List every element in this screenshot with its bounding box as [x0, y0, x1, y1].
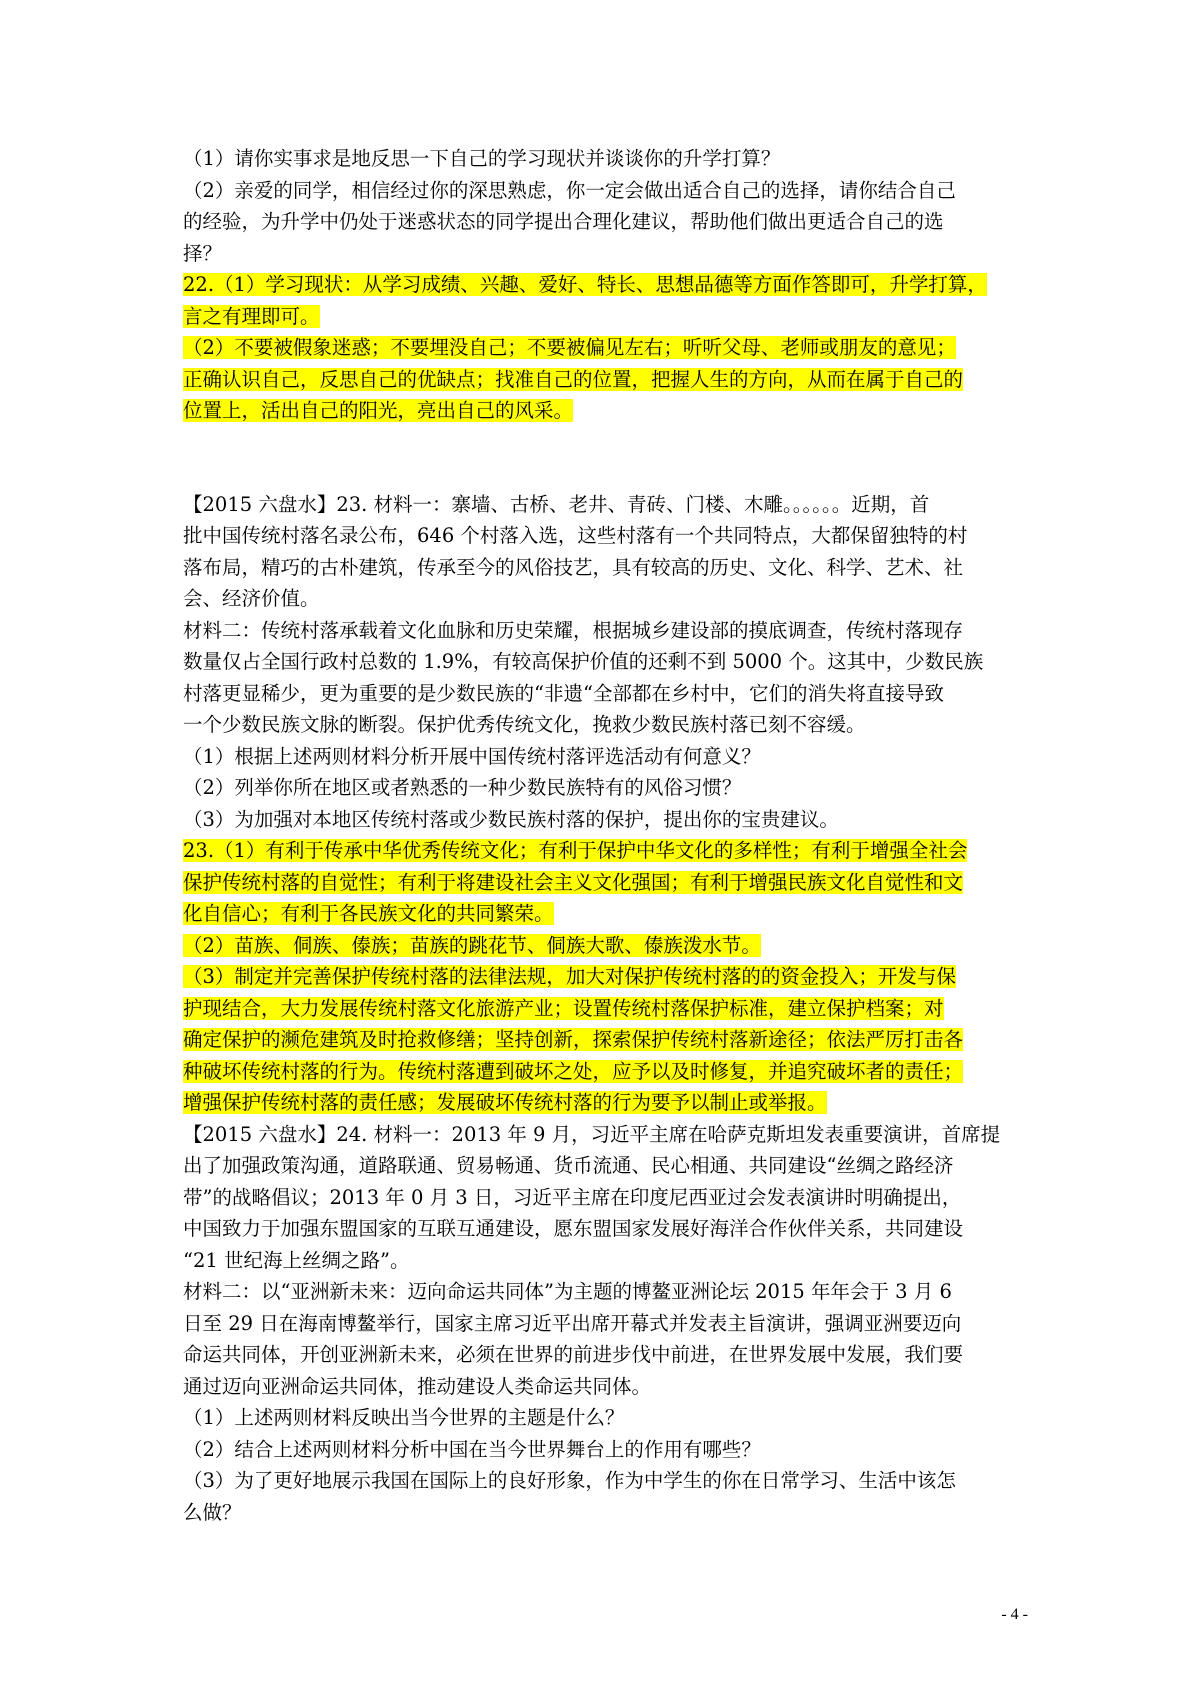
question-24	[183, 1119, 1028, 1529]
highlighted-line: 护现结合，大力发展传统村落文化旅游产业；设置传统村落保护标准，建立保护档案；对	[183, 996, 944, 1020]
highlighted-line: 化自信心；有利于各民族文化的共同繁荣。	[183, 902, 554, 925]
text-line: 批中国传统村落名录公布，646 个村落入选，这些村落有一个共同特点，大都保留独特的村	[183, 524, 968, 547]
question-22-prompt	[183, 143, 1028, 269]
highlighted-line: （3）制定并完善保护传统村落的法律法规，加大对保护传统村落的的资金投入；开发与保	[183, 965, 956, 988]
text-line: 【2015 六盘水】24. 材料一：2013 年 9 月，习近平主席在哈萨克斯坦发表重要演讲，首席提	[183, 1122, 1001, 1146]
document-body	[183, 143, 1028, 1528]
text-line: 命运共同体，开创亚洲新未来，必须在世界的前进步伐中前进，在世界发展中发展，我们要	[183, 1343, 964, 1366]
text-line: 会、经济价值。	[183, 587, 320, 610]
highlighted-line: 言之有理即可。	[183, 304, 320, 328]
question-23	[183, 489, 1028, 836]
text-line: 数量仅占全国行政村总数的 1.9%，有较高保护价值的还剩不到 5000 个。这其中，少数民族	[183, 650, 984, 673]
text-line: （1）根据上述两则材料分析开展中国传统村落评选活动有何意义？	[183, 744, 761, 768]
text-line: 材料二：以“亚洲新未来：迈向命运共同体”为主题的博鳌亚洲论坛 2015 年年会于 3 月 6	[183, 1280, 952, 1303]
text-line: 通过迈向亚洲命运共同体，推动建设人类命运共同体。	[183, 1374, 652, 1398]
text-line: 一个少数民族文脉的断裂。保护优秀传统文化，挽救少数民族村落已刻不容缓。	[183, 713, 866, 736]
text-line: （3）为加强对本地区传统村落或少数民族村落的保护，提出你的宝贵建议。	[183, 807, 839, 831]
text-line: （2）列举你所在地区或者熟悉的一种少数民族特有的风俗习惯？	[183, 776, 742, 799]
text-line: 么做？	[183, 1500, 242, 1524]
highlighted-line: 23.（1）有利于传承中华优秀传统文化；有利于保护中华文化的多样性；有利于增强全社会	[183, 839, 968, 862]
text-line: 村落更显稀少，更为重要的是少数民族的“非遗“全部都在乡村中，它们的消失将直接导致	[183, 681, 944, 705]
text-line: 带”的战略倡议；2013 年 0 月 3 日，习近平主席在印度尼西亚过会发表演讲时明确提出，	[183, 1185, 962, 1209]
highlighted-line: 确定保护的濒危建筑及时抢救修缮；坚持创新，探索保护传统村落新途径；依法严厉打击各	[183, 1028, 964, 1051]
text-line: 材料二：传统村落承载着文化血脉和历史荣耀，根据城乡建设部的摸底调查，传统村落现存	[183, 618, 964, 642]
text-line: （2）亲爱的同学，相信经过你的深思熟虑，你一定会做出适合自己的选择，请你结合自己	[183, 178, 956, 202]
text-line: （1）请你实事求是地反思一下自己的学习现状并谈谈你的升学打算？	[183, 147, 781, 170]
text-line: 出了加强政策沟通，道路联通、贸易畅通、货币流通、民心相通、共同建设“丝绸之路经济	[183, 1154, 954, 1177]
text-line: 【2015 六盘水】23. 材料一：寨墙、古桥、老井、青砖、门楼、木雕。。。。。。近期，首	[183, 492, 930, 516]
text-line: 的经验，为升学中仍处于迷惑状态的同学提出合理化建议，帮助他们做出更适合自己的选	[183, 210, 944, 233]
text-line: “21 世纪海上丝绸之路”。	[183, 1248, 410, 1272]
text-line: 中国致力于加强东盟国家的互联互通建设，愿东盟国家发展好海洋合作伙伴关系，共同建设	[183, 1217, 964, 1240]
highlighted-line: （2）苗族、侗族、傣族；苗族的跳花节、侗族大歌、傣族泼水节。	[183, 933, 761, 957]
answer-23	[183, 835, 1028, 1119]
text-line: 落布局，精巧的古朴建筑，传承至今的风俗技艺，具有较高的历史、文化、科学、艺术、社	[183, 555, 964, 579]
text-line: 日至 29 日在海南博鳌举行，国家主席习近平出席开幕式并发表主旨演讲，强调亚洲要迈向	[183, 1311, 962, 1335]
highlighted-line: 保护传统村落的自觉性；有利于将建设社会主义文化强国；有利于增强民族文化自觉性和文	[183, 870, 964, 894]
answer-22	[183, 269, 1028, 427]
highlighted-line: （2）不要被假象迷惑；不要埋没自己；不要被偏见左右；听听父母、老师或朋友的意见；	[183, 336, 956, 359]
highlighted-line: 种破坏传统村落的行为。传统村落遭到破坏之处，应予以及时修复，并追究破坏者的责任；	[183, 1059, 964, 1083]
blank-space	[183, 427, 1028, 489]
text-line: （3）为了更好地展示我国在国际上的良好形象，作为中学生的你在日常学习、生活中该怎	[183, 1469, 956, 1492]
highlighted-line: 增强保护传统村落的责任感；发展破坏传统村落的行为要予以制止或举报。	[183, 1091, 827, 1114]
highlighted-line: 位置上，活出自己的阳光，亮出自己的风采。	[183, 399, 574, 422]
text-line: （2）结合上述两则材料分析中国在当今世界舞台上的作用有哪些？	[183, 1437, 761, 1461]
highlighted-line: 正确认识自己，反思自己的优缺点；找准自己的位置，把握人生的方向，从而在属于自己的	[183, 367, 964, 391]
text-line: 择？	[183, 241, 223, 265]
highlighted-line: 22.（1）学习现状：从学习成绩、兴趣、爱好、特长、思想品德等方面作答即可，升学打算，	[183, 273, 987, 296]
page-number: - 4 -	[1001, 1606, 1028, 1623]
text-line: （1）上述两则材料反映出当今世界的主题是什么？	[183, 1406, 625, 1429]
